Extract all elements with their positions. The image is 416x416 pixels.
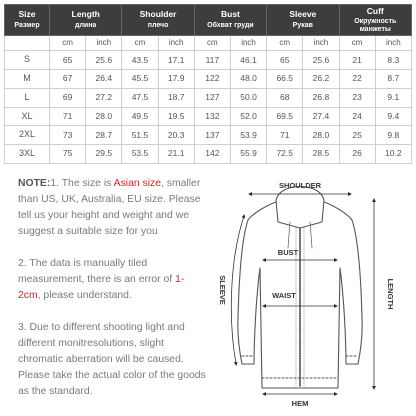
header-shoulder: Shoulder плечо bbox=[122, 5, 194, 36]
measurement-cell: 45.5 bbox=[122, 70, 158, 89]
unit-inch: inch bbox=[375, 35, 411, 50]
note-2-text-b: , please understand. bbox=[37, 290, 132, 301]
measurement-cell: 53.5 bbox=[122, 145, 158, 164]
measurement-cell: 8.7 bbox=[375, 70, 411, 89]
note-2-text-a: 2. The data is manually tiled measurement, there is an error of bbox=[18, 258, 176, 285]
measurement-cell: 9.1 bbox=[375, 88, 411, 107]
header-size: Size Размер bbox=[5, 5, 50, 36]
unit-inch: inch bbox=[158, 35, 194, 50]
note-1 bbox=[18, 176, 206, 240]
table-row bbox=[5, 126, 412, 145]
unit-cm: cm bbox=[267, 35, 303, 50]
measurement-cell: 25 bbox=[339, 126, 375, 145]
unit-inch: inch bbox=[230, 35, 266, 50]
measurement-cell: 26.8 bbox=[303, 88, 339, 107]
measurement-cell: 69.5 bbox=[267, 107, 303, 126]
measurement-cell: 68 bbox=[267, 88, 303, 107]
header-bust: Bust Обхват груди bbox=[194, 5, 266, 36]
measurement-cell: 51.5 bbox=[122, 126, 158, 145]
header-sleeve: Sleeve Рукав bbox=[267, 5, 339, 36]
measurement-cell: 55.9 bbox=[230, 145, 266, 164]
measurement-cell: 122 bbox=[194, 70, 230, 89]
measurement-cell: 9.8 bbox=[375, 126, 411, 145]
label-length: LENGTH bbox=[386, 278, 395, 310]
measurement-cell: 24 bbox=[339, 107, 375, 126]
note-3 bbox=[18, 320, 206, 400]
measurement-cell: 21 bbox=[339, 51, 375, 70]
sleeve-arrow bbox=[231, 216, 244, 364]
label-waist: WAIST bbox=[272, 291, 296, 300]
measurement-cell: 65 bbox=[267, 51, 303, 70]
measurement-cell: 9.4 bbox=[375, 107, 411, 126]
measurement-cell: 43.5 bbox=[122, 51, 158, 70]
size-cell: S bbox=[5, 51, 50, 70]
label-sleeve: SLEEVE bbox=[218, 275, 227, 305]
measurement-cell: 127 bbox=[194, 88, 230, 107]
size-rows bbox=[5, 51, 412, 164]
measurement-cell: 26 bbox=[339, 145, 375, 164]
note-2-highlight: 1-2cm bbox=[18, 274, 185, 301]
unit-cm: cm bbox=[339, 35, 375, 50]
hoodie-measurement-diagram bbox=[208, 178, 412, 410]
size-chart-table bbox=[4, 4, 412, 164]
table-row bbox=[5, 145, 412, 164]
measurement-cell: 22 bbox=[339, 70, 375, 89]
header-cuff: Cuff Окружность манжеты bbox=[339, 5, 412, 36]
label-bust: BUST bbox=[277, 248, 299, 257]
measurement-cell: 25.6 bbox=[303, 51, 339, 70]
measurement-cell: 27.2 bbox=[86, 88, 122, 107]
measurement-cell: 142 bbox=[194, 145, 230, 164]
measurement-cell: 17.9 bbox=[158, 70, 194, 89]
measurement-cell: 49.5 bbox=[122, 107, 158, 126]
measurement-cell: 28.0 bbox=[86, 107, 122, 126]
size-cell: M bbox=[5, 70, 50, 89]
note-1-text-b: , smaller than US, UK, Australia, EU size. Please tell us your height and weight and we suggest a suitable size for you bbox=[18, 178, 201, 237]
unit-cm: cm bbox=[194, 35, 230, 50]
note-1-text-a: 1. The size is bbox=[50, 178, 114, 189]
measurement-cell: 18.7 bbox=[158, 88, 194, 107]
measurement-cell: 69 bbox=[50, 88, 86, 107]
measurement-cell: 48.0 bbox=[230, 70, 266, 89]
unit-row bbox=[5, 35, 412, 50]
measurement-cell: 17.1 bbox=[158, 51, 194, 70]
size-cell: L bbox=[5, 88, 50, 107]
measurement-cell: 73 bbox=[50, 126, 86, 145]
hoodie-outline-icon bbox=[238, 187, 362, 389]
measurement-cell: 65 bbox=[50, 51, 86, 70]
measurement-cell: 53.9 bbox=[230, 126, 266, 145]
measurement-cell: 67 bbox=[50, 70, 86, 89]
unit-cm: cm bbox=[50, 35, 86, 50]
measurement-cell: 50.0 bbox=[230, 88, 266, 107]
size-cell: 3XL bbox=[5, 145, 50, 164]
measurement-cell: 23 bbox=[339, 88, 375, 107]
measurement-cell: 46.1 bbox=[230, 51, 266, 70]
measurement-cell: 28.7 bbox=[86, 126, 122, 145]
measurement-cell: 25.6 bbox=[86, 51, 122, 70]
measurement-cell: 47.5 bbox=[122, 88, 158, 107]
unit-cell-blank bbox=[5, 35, 50, 50]
measurement-cell: 71 bbox=[50, 107, 86, 126]
size-cell: 2XL bbox=[5, 126, 50, 145]
header-length: Length длина bbox=[50, 5, 122, 36]
measurement-cell: 72.5 bbox=[267, 145, 303, 164]
measurement-cell: 75 bbox=[50, 145, 86, 164]
size-chart-header-row bbox=[5, 5, 412, 36]
measurement-cell: 20.3 bbox=[158, 126, 194, 145]
measurement-cell: 26.4 bbox=[86, 70, 122, 89]
unit-cm: cm bbox=[122, 35, 158, 50]
measurement-cell: 8.3 bbox=[375, 51, 411, 70]
measurement-cell: 28.5 bbox=[303, 145, 339, 164]
unit-inch: inch bbox=[303, 35, 339, 50]
measurement-cell: 27.4 bbox=[303, 107, 339, 126]
measurement-cell: 19.5 bbox=[158, 107, 194, 126]
measurement-cell: 52.0 bbox=[230, 107, 266, 126]
measurement-cell: 28.0 bbox=[303, 126, 339, 145]
note-1-highlight: Asian size bbox=[113, 178, 162, 189]
measurement-cell: 117 bbox=[194, 51, 230, 70]
measurement-cell: 29.5 bbox=[86, 145, 122, 164]
label-shoulder: SHOULDER bbox=[278, 181, 322, 190]
measurement-cell: 21.1 bbox=[158, 145, 194, 164]
table-row bbox=[5, 70, 412, 89]
note-lead: NOTE: bbox=[18, 178, 51, 189]
note-3-text: 3. Due to different shooting light and different monitresolutions, slight chromatic aberration will be caused. Please take the actual color of the goods as the standard. bbox=[18, 322, 206, 397]
measurement-cell: 137 bbox=[194, 126, 230, 145]
label-hem: HEM bbox=[291, 399, 309, 408]
size-cell: XL bbox=[5, 107, 50, 126]
table-row bbox=[5, 51, 412, 70]
table-row bbox=[5, 107, 412, 126]
measurement-cell: 132 bbox=[194, 107, 230, 126]
measurement-cell: 66.5 bbox=[267, 70, 303, 89]
measurement-cell: 10.2 bbox=[375, 145, 411, 164]
measurement-cell: 26.2 bbox=[303, 70, 339, 89]
measurement-cell: 71 bbox=[267, 126, 303, 145]
note-2 bbox=[18, 256, 206, 304]
notes-block bbox=[18, 176, 206, 416]
unit-inch: inch bbox=[86, 35, 122, 50]
table-row bbox=[5, 88, 412, 107]
